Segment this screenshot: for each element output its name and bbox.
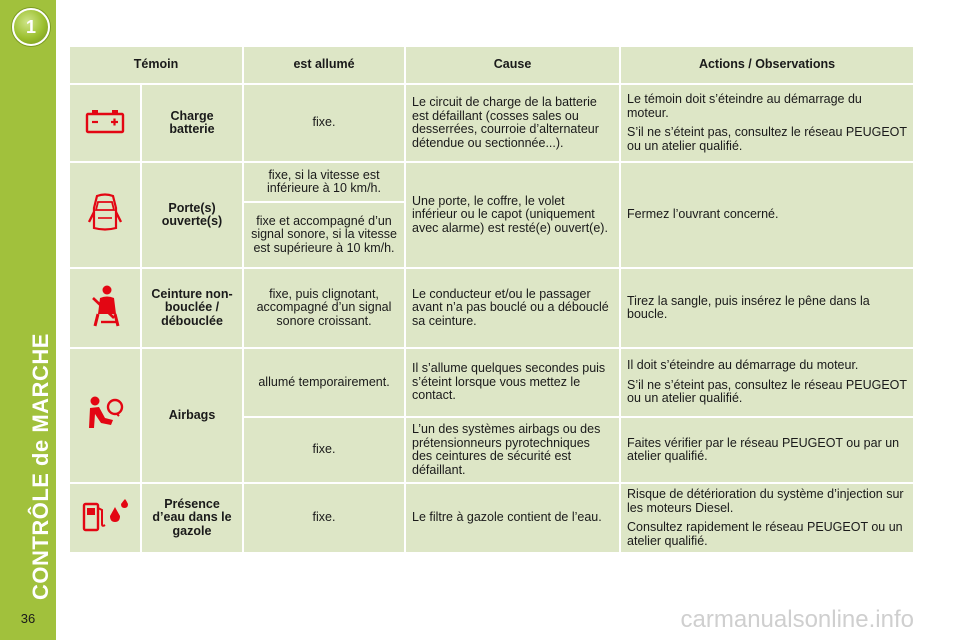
lit-condition: fixe. xyxy=(244,85,404,161)
actions-cell xyxy=(621,269,913,347)
lit-condition: fixe et accompagné d’un signal sonore, si la vitesse est supérieure à 10 km/h. xyxy=(244,203,404,267)
action-text: Faites vérifier par le réseau PEUGEOT ou par un atelier qualifié. xyxy=(627,435,900,463)
icon-cell xyxy=(70,349,140,482)
lit-condition: fixe, si la vitesse est inférieure à 10 km/h. xyxy=(244,163,404,201)
actions-cell xyxy=(621,418,913,482)
watermark: carmanualsonline.info xyxy=(680,606,914,633)
cause-text: Le filtre à gazole contient de l’eau. xyxy=(406,484,619,552)
header-est-allume: est allumé xyxy=(244,47,404,83)
cause-text: Il s’allume quelques secondes puis s’éteint lorsque vous mettez le contact. xyxy=(406,349,619,416)
battery-icon xyxy=(85,108,125,134)
action-text: Fermez l’ouvrant concerné. xyxy=(627,207,779,222)
icon-cell xyxy=(70,484,140,552)
header-temoin: Témoin xyxy=(70,47,242,83)
table-row xyxy=(70,85,913,161)
table-row xyxy=(70,163,913,201)
door-open-icon xyxy=(88,192,122,234)
actions-cell xyxy=(621,163,913,267)
lit-condition: fixe, puis clignotant, accompagné d’un signal sonore croissant. xyxy=(244,269,404,347)
warning-name: Charge batterie xyxy=(142,85,242,161)
table-header-row xyxy=(70,47,913,83)
cause-text: Une porte, le coffre, le volet inférieur ou le capot (uniquement avec alarme) est resté(e) ouvert(e). xyxy=(406,163,619,267)
actions-cell xyxy=(621,85,913,161)
icon-cell xyxy=(70,163,140,267)
actions-cell xyxy=(621,349,913,416)
lit-condition: allumé temporairement. xyxy=(244,349,404,416)
action-text: Risque de détérioration du système d’injection sur les moteurs Diesel. xyxy=(627,487,904,515)
action-text: S’il ne s’éteint pas, consultez le réseau PEUGEOT ou un atelier qualifié. xyxy=(627,125,907,153)
table-row xyxy=(70,484,913,552)
action-text: Consultez rapidement le réseau PEUGEOT ou un atelier qualifié. xyxy=(627,520,903,548)
icon-cell xyxy=(70,85,140,161)
lit-condition: fixe. xyxy=(244,484,404,552)
action-text: Le témoin doit s’éteindre au démarrage du moteur. xyxy=(627,92,862,120)
water-in-diesel-icon xyxy=(81,498,129,534)
table-row xyxy=(70,269,913,347)
action-text: Il doit s’éteindre au démarrage du moteur. xyxy=(627,358,859,373)
cause-text: L’un des systèmes airbags ou des prétensionneurs pyrotechniques des ceintures de sécurité est défaillant. xyxy=(406,418,619,482)
action-text: Tirez la sangle, puis insérez le pêne dans la boucle. xyxy=(627,293,870,321)
table-row xyxy=(70,349,913,416)
page-number: 36 xyxy=(20,611,36,626)
icon-cell xyxy=(70,269,140,347)
cause-text: Le conducteur et/ou le passager avant n’a pas bouclé ou a débouclé sa ceinture. xyxy=(406,269,619,347)
chapter-sidebar xyxy=(0,0,56,640)
seatbelt-icon xyxy=(87,284,123,328)
header-actions: Actions / Observations xyxy=(621,47,913,83)
chapter-badge: 1 xyxy=(12,8,50,46)
warning-name: Airbags xyxy=(142,349,242,482)
lit-condition: fixe. xyxy=(244,418,404,482)
warning-lights-table xyxy=(68,45,915,554)
action-text: S’il ne s’éteint pas, consultez le réseau PEUGEOT ou un atelier qualifié. xyxy=(627,377,907,406)
section-title: CONTRÔLE de MARCHE xyxy=(28,333,53,600)
header-cause: Cause xyxy=(406,47,619,83)
warning-name: Présence d’eau dans le gazole xyxy=(142,484,242,552)
warning-name: Ceinture non-bouclée / débouclée xyxy=(142,269,242,347)
warning-name: Porte(s) ouverte(s) xyxy=(142,163,242,267)
airbag-icon xyxy=(85,394,125,434)
actions-cell xyxy=(621,484,913,552)
cause-text: Le circuit de charge de la batterie est défaillant (cosses sales ou desserrées, courroie d’alternateur détendue ou sectionnée...). xyxy=(406,85,619,161)
